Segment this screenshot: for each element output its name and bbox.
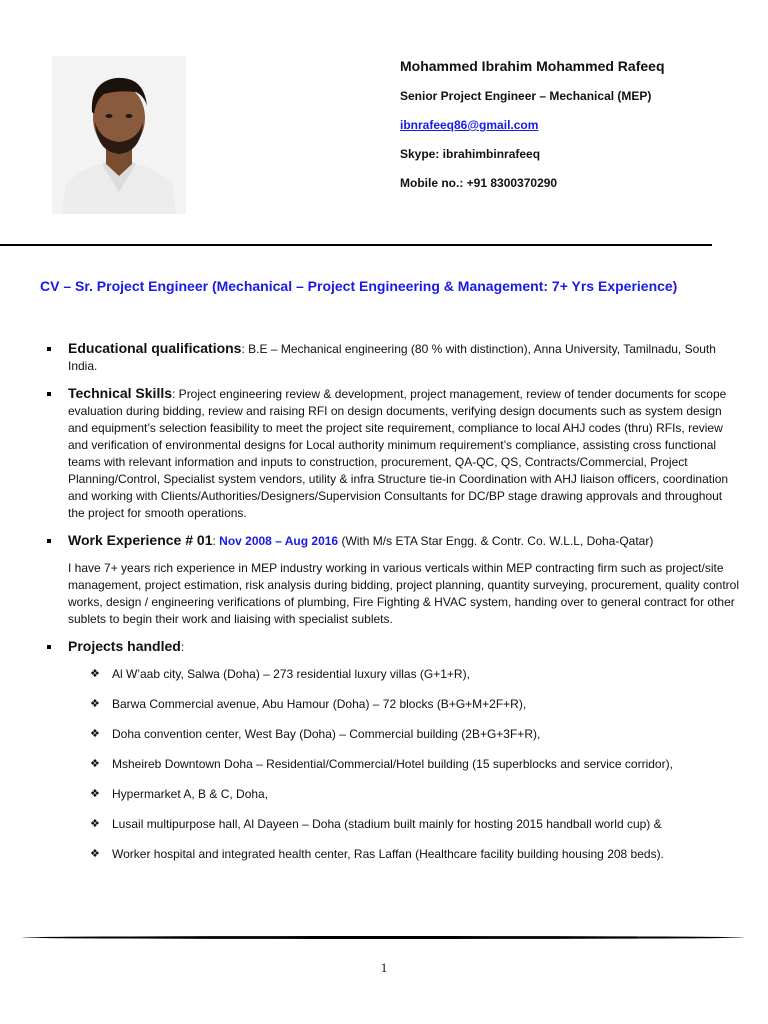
work-summary: I have 7+ years rich experience in MEP industry working in various verticals within MEP contracting firm such as project/site management, project estimation, risk analysis during bidding, project planning, quantity surveying, procurement, quality control works, design / engineering verifications of plumbing, Fire Fighting & HVAC system, handing over to general contract for other sublets to begin their work and liaising with specialist sublets. (68, 561, 740, 626)
skills-heading: Technical Skills (68, 385, 173, 401)
education-heading: Educational qualifications (68, 340, 242, 356)
diamond-bullet-icon: ❖ (90, 728, 100, 740)
list-item: ❖ Al W’aab city, Salwa (Doha) – 273 residential luxury villas (G+1+R), (90, 667, 470, 681)
page-number: 1 (380, 960, 388, 975)
square-bullet-icon (47, 539, 51, 543)
education-text: : B.E – Mechanical engineering (80 % with distinction), Anna University, Tamilnadu, South India. (68, 342, 716, 373)
profile-photo (52, 56, 186, 214)
contact-header (400, 58, 665, 205)
cv-title: CV – Sr. Project Engineer (Mechanical – Project Engineering & Management: 7+ Yrs Experience) (40, 278, 678, 294)
list-item: ❖ Hypermarket A, B & C, Doha, (90, 787, 269, 801)
mobile-number: Mobile no.: +91 8300370290 (400, 176, 558, 190)
header-divider (0, 244, 712, 246)
profile-photo-image (52, 56, 186, 214)
diamond-bullet-icon: ❖ (90, 788, 100, 800)
list-item: ❖ Msheireb Downtown Doha – Residential/Commercial/Hotel building (15 superblocks and service corridor), (90, 757, 673, 771)
work-company: (With M/s ETA Star Engg. & Contr. Co. W.L.L, Doha-Qatar) (338, 534, 654, 548)
work-colon: : (212, 534, 220, 548)
projects-list (40, 666, 740, 863)
skills-text: : Project engineering review & development, project management, review of tender documents for scope evaluation during bidding, review and raising RFI on design documents, verifying design documents such as system design and equipment’s selection feasibility to meet the project site requirement, compliance to local AHJ codes (thru) RFIs, review and verification of environmental designs for Local authority minimum requirement’s compliance, assisting cross functional teams with relevant information and inputs to construction, procurement, QA-QC, QS, Contracts/Commercial, Project Planning/Control, Specialist system vendors, utility & infra Structure tie-in Coordination with AHJ liaison officers, coordination and working with Clients/Authorities/Designers/Supervision Consultants for DC/BP stage drawing approvals and throughout the project for smooth operations. (68, 387, 729, 520)
footer-divider (22, 936, 744, 939)
work-section (40, 532, 740, 550)
work-heading: Work Experience # 01 (68, 532, 213, 548)
diamond-bullet-icon: ❖ (90, 668, 100, 680)
list-item: ❖ Lusail multipurpose hall, Al Dayeen – Doha (stadium built mainly for hosting 2015 handball world cup) & (90, 817, 662, 831)
projects-colon: : (180, 640, 185, 654)
projects-heading: Projects handled (68, 638, 181, 654)
square-bullet-icon (47, 645, 51, 649)
cv-body (40, 340, 740, 876)
list-item: ❖ Worker hospital and integrated health center, Ras Laffan (Healthcare facility building housing 208 beds). (90, 847, 664, 861)
education-section (40, 340, 740, 375)
skills-section (40, 385, 740, 522)
square-bullet-icon (47, 347, 51, 351)
email-link[interactable]: ibnrafeeq86@gmail.com (400, 118, 539, 132)
skype-id: Skype: ibrahimbinrafeeq (400, 147, 541, 161)
diamond-bullet-icon: ❖ (90, 848, 100, 860)
diamond-bullet-icon: ❖ (90, 818, 100, 830)
square-bullet-icon (47, 392, 51, 396)
diamond-bullet-icon: ❖ (90, 698, 100, 710)
candidate-name: Mohammed Ibrahim Mohammed Rafeeq (400, 58, 665, 74)
list-item: ❖ Barwa Commercial avenue, Abu Hamour (Doha) – 72 blocks (B+G+M+2F+R), (90, 697, 527, 711)
list-item: ❖ Doha convention center, West Bay (Doha) – Commercial building (2B+G+3F+R), (90, 727, 541, 741)
candidate-role: Senior Project Engineer – Mechanical (MEP) (400, 89, 652, 103)
projects-section (40, 638, 740, 656)
diamond-bullet-icon: ❖ (90, 758, 100, 770)
work-dates: Nov 2008 – Aug 2016 (219, 534, 339, 548)
